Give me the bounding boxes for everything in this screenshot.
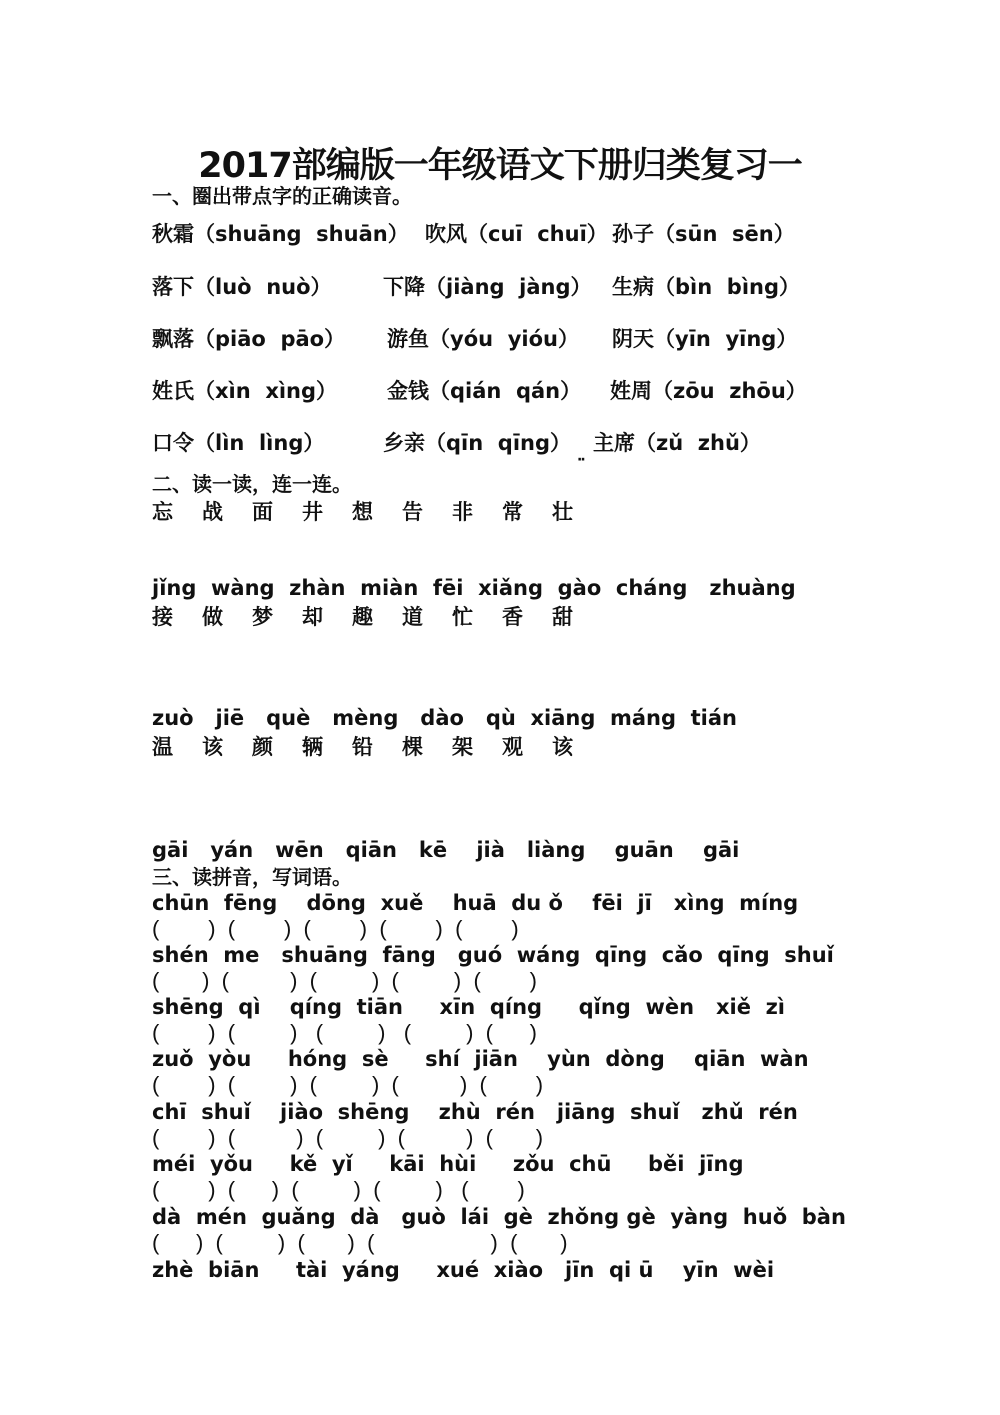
reading-choice-item: 生病（bìn bìng） xyxy=(612,275,801,299)
character: 香 xyxy=(502,605,523,629)
section2-heading: 二、读一读，连一连。 xyxy=(152,472,352,496)
reading-choice-item: 孙子（sūn sēn） xyxy=(612,222,795,246)
character-row xyxy=(152,499,602,525)
character: 该 xyxy=(552,735,573,759)
character: 却 xyxy=(302,605,323,629)
reading-choice-item: 吹风（cuī chuī） xyxy=(425,222,608,246)
character: 甜 xyxy=(552,605,573,629)
reading-choice-item: 下降（jiàng jàng） xyxy=(383,275,592,299)
character: 温 xyxy=(152,735,173,759)
reading-choice-item: 乡亲（qīn qīng） xyxy=(383,431,572,455)
pinyin-row: méi yǒu kě yǐ kāi hùi zǒu chū běi jīng xyxy=(152,1152,744,1176)
reading-choice-item: 游鱼（yóu yióu） xyxy=(387,327,579,351)
pinyin-row: chūn fēng dōng xuě huā du ǒ fēi jī xìng míng xyxy=(152,891,799,915)
character: 战 xyxy=(202,500,223,524)
reading-choice-item: 口令（lìn lìng） xyxy=(152,431,325,455)
reading-choice-item: 姓周（zōu zhōu） xyxy=(610,379,807,403)
pinyin-row: zuò jiē què mèng dào qù xiāng máng tián xyxy=(152,706,738,730)
answer-brackets: ( ) ( ) ( ) ( ) ( ) xyxy=(152,1072,544,1097)
character: 铅 xyxy=(352,735,373,759)
answer-brackets: ( ) ( ) ( ) ( ) ( ) xyxy=(152,968,537,993)
answer-brackets: ( ) ( ) ( ) ( ) ( ) xyxy=(152,1230,568,1255)
pinyin-row: zuǒ yòu hóng sè shí jiān yùn dòng qiān wàn xyxy=(152,1047,809,1071)
character: 道 xyxy=(402,605,423,629)
character: 接 xyxy=(152,605,173,629)
character: 忘 xyxy=(152,500,173,524)
character: 辆 xyxy=(302,735,323,759)
character-row xyxy=(152,604,602,630)
reading-choice-item: 金钱（qián qán） xyxy=(387,379,582,403)
character: 该 xyxy=(202,735,223,759)
character-row xyxy=(152,734,602,760)
character: 非 xyxy=(452,500,473,524)
emphasis-dots: ·· xyxy=(577,452,584,468)
character: 梦 xyxy=(252,605,273,629)
character: 常 xyxy=(502,500,523,524)
answer-brackets: ( ) ( ) ( ) ( ) ( ) xyxy=(152,1020,537,1045)
pinyin-row: shēng qì qíng tiān xīn qíng qǐng wèn xiě zì xyxy=(152,995,785,1019)
character: 架 xyxy=(452,735,473,759)
section3-heading: 三、读拼音，写词语。 xyxy=(152,865,352,889)
section1-heading: 一、圈出带点字的正确读音。 xyxy=(152,184,412,208)
character: 面 xyxy=(252,500,273,524)
character: 观 xyxy=(502,735,523,759)
pinyin-row: zhè biān tài yáng xué xiào jīn qi ū yīn wèi xyxy=(152,1258,775,1282)
reading-choice-item: 落下（luò nuò） xyxy=(152,275,332,299)
reading-choice-item: 飘落（piāo pāo） xyxy=(152,327,346,351)
character: 壮 xyxy=(552,500,573,524)
character: 做 xyxy=(202,605,223,629)
pinyin-row: shén me shuāng fāng guó wáng qīng cǎo qīng shuǐ xyxy=(152,943,834,967)
character: 井 xyxy=(302,500,323,524)
character: 想 xyxy=(352,500,373,524)
pinyin-row: jǐng wàng zhàn miàn fēi xiǎng gào cháng zhuàng xyxy=(152,576,796,600)
answer-brackets: ( ) ( ) ( ) ( ) ( ) xyxy=(152,1125,544,1150)
answer-brackets: ( ) ( ) ( ) ( ) ( ) xyxy=(152,916,519,941)
reading-choice-item: 阴天（yīn yīng） xyxy=(612,327,798,351)
character: 告 xyxy=(402,500,423,524)
character: 忙 xyxy=(452,605,473,629)
reading-choice-item: 秋霜（shuāng shuān） xyxy=(152,222,409,246)
answer-brackets: ( ) ( ) ( ) ( ) ( ) xyxy=(152,1177,525,1202)
character: 趣 xyxy=(352,605,373,629)
character: 棵 xyxy=(402,735,423,759)
pinyin-row: gāi yán wēn qiān kē jià liàng guān gāi xyxy=(152,838,740,862)
page-title: 2017部编版一年级语文下册归类复习一 xyxy=(198,146,802,186)
reading-choice-item: 姓氏（xìn xìng） xyxy=(152,379,338,403)
character: 颜 xyxy=(252,735,273,759)
pinyin-row: chī shuǐ jiào shēng zhù rén jiāng shuǐ zhǔ rén xyxy=(152,1100,798,1124)
pinyin-row: dà mén guǎng dà guò lái gè zhǒng gè yàng huǒ bàn xyxy=(152,1205,846,1229)
reading-choice-item: 主席（zǔ zhǔ） xyxy=(593,431,761,455)
